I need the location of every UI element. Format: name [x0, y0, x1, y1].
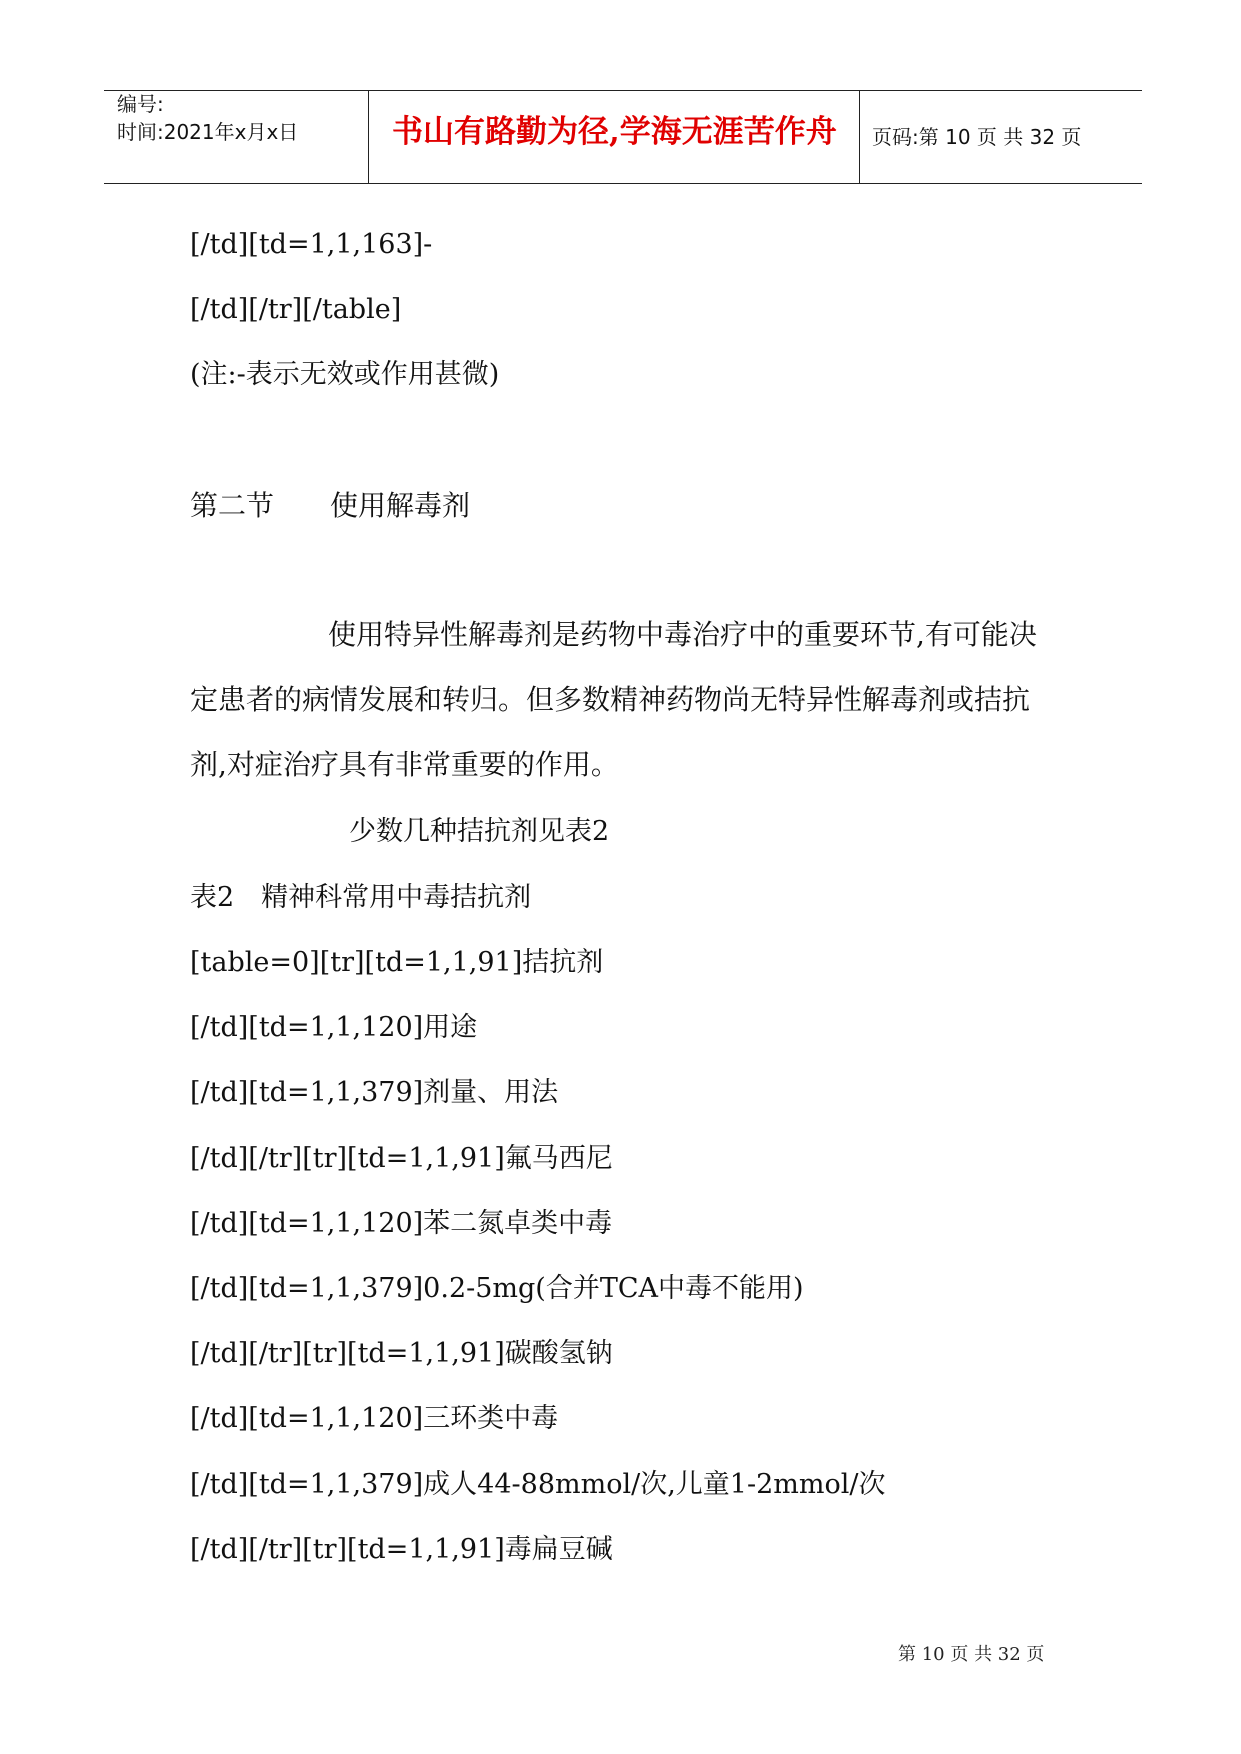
- header-time-label: 时间:2021年x月x日: [117, 120, 299, 144]
- text-line: [/td][/tr][tr][td=1,1,91]碳酸氢钠: [190, 1338, 613, 1369]
- text-line: [/td][td=1,1,120]三环类中毒: [190, 1403, 559, 1434]
- header-divider-right: [859, 90, 860, 183]
- header-page-info: 页码:第 10 页 共 32 页: [872, 125, 1082, 149]
- text-line: 少数几种拮抗剂见表2: [349, 816, 610, 847]
- text-line: [/td][td=1,1,379]成人44-88mmol/次,儿童1-2mmol/次: [190, 1469, 886, 1500]
- text-line: [/td][/tr][tr][td=1,1,91]氟马西尼: [190, 1143, 613, 1174]
- text-line: [/td][td=1,1,379]剂量、用法: [190, 1077, 559, 1108]
- text-line: [/td][td=1,1,120]苯二氮卓类中毒: [190, 1208, 613, 1239]
- section-heading: 第二节 使用解毒剂: [190, 489, 471, 522]
- header-top-rule: [104, 90, 1142, 91]
- note-line: (注:-表示无效或作用甚微): [190, 359, 500, 390]
- text-line: [/td][td=1,1,163]-: [190, 229, 433, 260]
- text-line: [/td][/tr][/table]: [190, 294, 402, 325]
- header-bottom-rule: [104, 183, 1142, 184]
- page-footer: 第 10 页 共 32 页: [898, 1644, 1045, 1665]
- table-caption: 表2 精神科常用中毒拮抗剂: [190, 882, 532, 913]
- text-line: [/td][td=1,1,120]用途: [190, 1012, 478, 1043]
- text-line: [table=0][tr][td=1,1,91]拮抗剂: [190, 947, 604, 978]
- body-paragraph: 使用特异性解毒剂是药物中毒治疗中的重要环节,有可能决定患者的病情发展和转归。但多数精神药物尚无特异性解毒剂或拮抗剂,对症治疗具有非常重要的作用。: [190, 618, 1037, 781]
- text-line: [/td][/tr][tr][td=1,1,91]毒扁豆碱: [190, 1534, 613, 1565]
- header-code-label: 编号:: [117, 92, 164, 116]
- text-line: [/td][td=1,1,379]0.2-5mg(合并TCA中毒不能用): [190, 1273, 804, 1304]
- header-motto: 书山有路勤为径,学海无涯苦作舟: [392, 114, 837, 150]
- header-divider-left: [368, 90, 369, 183]
